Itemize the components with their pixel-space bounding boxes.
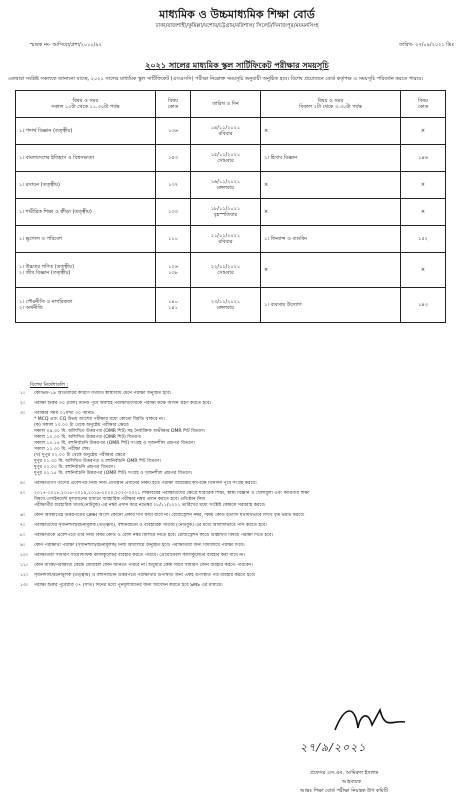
date-day-cell: [191, 288, 261, 323]
date-day-text: সোমবার: [217, 270, 234, 276]
title-text: ২০২১ সালের মাধ্যমিক স্কুল সার্টিফিকেট পরীক্ষার সময়সূচি: [145, 61, 329, 70]
subject-afternoon-text: ×: [264, 267, 269, 273]
note-line: পরীক্ষার্থীর ব্যবহারিক খাতা(নোটবুক) এর নম্বর প্রদান করে নভেম্বর ২৮/১১/২০২১ তারিখের মধ্যে সংশ্লিষ্ট কেন্দ্রকে সরবরাহ করবে।: [34, 503, 266, 508]
table-row: [16, 288, 446, 323]
signature-date: ২৭/৯/২০২১: [300, 741, 367, 754]
date-day-cell: [191, 118, 261, 145]
table-row: [16, 172, 446, 199]
code-morning-cell: [156, 226, 191, 253]
subject-afternoon-cell: [261, 118, 401, 145]
date-day-text: সোমবার: [217, 158, 234, 164]
date-day-cell: [191, 172, 261, 199]
code-morning-cell: [156, 288, 191, 323]
code-morning-cell: [156, 118, 191, 145]
note-line: কোন পরীক্ষার্থী পরীক্ষা (সৃজনশীল/রচনামূলক) নিজ বিদ্যালয়ে অনুষ্ঠিত হবে। পরীক্ষার্থীরা অন্য বিদ্যালয়ে পরীক্ষা দিবে।: [34, 543, 245, 548]
subject-morning-text: ২। অর্থনীতি: [19, 305, 43, 311]
subject-afternoon-cell: [261, 145, 401, 172]
subject-morning-text: ১। রসায়ন (তত্ত্বীয়): [19, 182, 60, 188]
subject-afternoon-text: ১। ফিন্যান্স ও ব্যাংকিং: [264, 236, 308, 242]
signature-scribble: [330, 700, 410, 740]
subject-morning-cell: [16, 253, 156, 288]
date-day-text: রবিবার: [218, 239, 233, 245]
note-number: ৩।: [20, 411, 25, 416]
subject-afternoon-text: ১। ব্যবসায় উদ্যোগ: [264, 302, 302, 308]
note-item: [20, 523, 460, 529]
date-day-text: ২২/১১/২০২১: [210, 264, 241, 270]
note-number: ১১।: [20, 563, 28, 568]
header-afternoon-time: বিকাল ২টা থেকে ৩.৩০টা পর্যন্ত: [299, 104, 362, 110]
code-morning-cell: [156, 145, 191, 172]
date-day-cell: [191, 253, 261, 288]
note-line: দুপুর ০১.৩০ মি. অলিখিত উত্তরপত্র ও বহুনির্বাচনি OMR শিট বিতরণ।: [34, 459, 162, 464]
note-number: ৯।: [20, 543, 25, 548]
note-number: ২।: [20, 401, 25, 406]
code-morning-cell: [156, 172, 191, 199]
note-number: ৪।: [20, 481, 25, 486]
code-afternoon-cell: [401, 288, 446, 323]
note-line: বিষয়ে এসাইনমেন্ট মূল্যায়নের মাধ্যমে ব্যবহারিক পরীক্ষার নম্বর প্রদান করতে হবে। প্রতিষ্ঠান নিজ: [34, 497, 206, 502]
note-line: * MCQ এবং CQ উভয় অংশের পরীক্ষার মধ্যে কোনো বিরতি থাকবে না।: [34, 417, 165, 422]
note-line: কোন অবস্থাতেই উত্তরপত্রের OMR অংশে কোনো প্রকার দাগ কাটা যাবে না। রেজিস্ট্রেশন নম্বর, বিষয় কোড ইত্যাদি যথাযথভাবে লিখে বৃত্ত ভরাট করবে।: [34, 513, 305, 518]
note-line: (খ) দুপুর ০২.০০ টা থেকে অনুষ্ঠেয় পরীক্ষার ক্ষেত্রে: [34, 453, 126, 458]
table-header-row: [16, 91, 446, 118]
note-item: [20, 583, 460, 589]
note-item: [20, 491, 460, 509]
note-line: (ক) সকাল ১০.০০ টা থেকে অনুষ্ঠেয় পরীক্ষার ক্ষেত্রে: [34, 423, 129, 428]
header-afternoon-label: বিষয় ও সময়: [317, 98, 344, 104]
date-day-text: ২১/১১/২০২১: [210, 233, 241, 239]
note-line: পরীক্ষার্থীদের সৃজনশীল/রচনামূলক (তত্ত্বীয়), বহুনির্বাচনি ও ব্যবহারিক খাতায় (নোটবুক) এর মধ্যে আলাদাভাবে পাস করতে হবে।: [34, 523, 267, 528]
subject-morning-cell: [16, 118, 156, 145]
code-afternoon-text: ×: [420, 182, 426, 188]
code-afternoon-text: ×: [420, 128, 426, 134]
subject-morning-text: ১। ভূগোল ও পরিবেশ: [19, 236, 62, 242]
code-afternoon-cell: [401, 199, 446, 226]
date-day-text: মঙ্গলবার: [217, 185, 234, 191]
header-code: বিষয় কোড: [156, 91, 191, 118]
note-number: ৬।: [20, 513, 25, 518]
date-day-cell: [191, 226, 261, 253]
table-row: [16, 253, 446, 288]
note-line: পরীক্ষার্থীগণ তাদের প্রবেশপত্র নিজ নিজ প্রতিষ্ঠান প্রধানের নিকট হতে পরীক্ষা আরম্ভের কমপক্ষে তিনদিন পূর্বে সংগ্রহ করবে।: [34, 481, 257, 486]
note-line: পরীক্ষা শুরুর পূর্বেরাত্র ০৭ (সাত) দিনের মধ্যে পুনর্মূল্যায়নের জন্য আবেদন করতে হবে SMS এর মাধ্যমে।: [34, 583, 223, 588]
date-day-text: ২৩/১১/২০২১: [210, 299, 241, 305]
schedule-table: [15, 90, 446, 323]
code-afternoon-cell: [401, 226, 446, 253]
code-morning-text: ১৩৩: [168, 209, 178, 215]
note-number: ১৩।: [20, 583, 28, 588]
subject-afternoon-text: ×: [264, 128, 269, 134]
note-line: ২০১৭-২০১৮,২০১৮-২০১৯,২০১৯-২০২০,২০২০-২০২১ শিক্ষাবর্ষের পরীক্ষার্থীদের ক্ষেত্রে শারীরিক শিক্ষা, স্বাস্থ্য বিজ্ঞান ও খেলাধুলা এবং কারিগরি শিক্ষা: [34, 491, 310, 496]
date-day-text: ১৪/১১/২০২১: [210, 125, 241, 131]
note-line: সৃজনশীল/রচনামূলক (তত্ত্বীয়) ও বহুনির্বাচনি উত্তরপত্রে পরীক্ষার্থীর উপস্থিতি জন্য একই উপস্থিতি পত্র ব্যবহার করতে হবে।: [34, 573, 256, 578]
note-line: কোভিড-১৯ অতিমারির কারণে যথাযথ স্বাস্থ্যবিধি মেনে পরীক্ষা অনুষ্ঠিত হবে।: [34, 391, 172, 396]
note-number: ১০।: [20, 553, 28, 558]
signatory-body: আন্তঃ শিক্ষা বোর্ড পরীক্ষা নিয়ন্ত্রক উপ কমিটি: [300, 788, 388, 794]
subject-morning-cell: [16, 145, 156, 172]
note-number: ৫।: [20, 491, 25, 496]
code-afternoon-cell: [401, 172, 446, 199]
note-line: কোন ব্যক্তি/পরীক্ষার্থী কেন্দ্রে মোবাইল ফোন আনতে পারবে না। শুধুমাত্র কেন্দ্র সচিব সাধারণ ফোন ব্যবহার করতে পারবেন।: [34, 563, 253, 568]
code-morning-text: ১১০: [168, 236, 178, 242]
code-afternoon-cell: [401, 118, 446, 145]
header-date-day: তারিখ ও দিন: [191, 91, 261, 118]
signatory-role: আহবায়ক: [342, 779, 362, 785]
subject-afternoon-text: ×: [264, 182, 269, 188]
note-line: পরীক্ষা শুরুর ৩০ (ত্রিশ) মিনিট পূর্বে অবশ্যই পরীক্ষার্থীদেরকে পরীক্ষা কক্ষে আসন গ্রহণ করতে হবে।: [34, 401, 212, 406]
subject-morning-cell: [16, 288, 156, 323]
header-morning-label: বিষয় ও সময়: [72, 98, 99, 104]
issue-date: তারিখ- ২৭/০৯/২০২১ খ্রিঃ: [399, 42, 454, 48]
note-line: সকাল ০৯.৩০ মি. অলিখিত উত্তরপত্র (OMR শিট) সহ নৈর্ব্যক্তিক অভীক্ষার OMR শিট বিতরণ।: [34, 429, 206, 434]
subject-morning-text: ১। পৌরনীতি ও নাগরিকতা: [19, 299, 73, 305]
note-line: সকাল ১১.৩০ মি. পরীক্ষা শেষ।: [34, 447, 91, 452]
subject-morning-text: ১। পদার্থ বিজ্ঞান (তত্ত্বীয়): [19, 128, 73, 134]
subject-afternoon-cell: [261, 199, 401, 226]
subject-afternoon-cell: [261, 253, 401, 288]
code-afternoon-text: ১৫২: [418, 236, 428, 242]
date-day-text: ১৬/১১/২০২১: [210, 179, 241, 185]
code-afternoon-text: ১৪৩: [418, 302, 428, 308]
note-line: দুপুর ০২.১৫ মি. বহুনির্বাচনি উত্তরপত্র (OMR শিট) সংগ্রহ ও সৃজনশীল প্রশ্নপত্র বিতরণ।: [34, 471, 193, 476]
note-item: [20, 411, 460, 477]
code-morning-text: ১৩৮: [168, 270, 178, 276]
code-morning-cell: [156, 253, 191, 288]
note-item: [20, 481, 460, 487]
subject-morning-cell: [16, 199, 156, 226]
date-day-text: ১৫/১১/২০২১: [210, 152, 241, 158]
code-morning-text: ১৫৩: [168, 155, 178, 161]
code-morning-text: ১৪০: [168, 299, 178, 305]
notes-heading: বিশেষ নির্দেশাবলি :: [30, 382, 69, 388]
date-day-cell: [191, 199, 261, 226]
note-number: ৮।: [20, 533, 25, 538]
code-afternoon-cell: [401, 145, 446, 172]
board-cities: ঢাকা/রাজশাহী/কুমিল্লা/যশোর/চট্টগ্রাম/বরিশাল/ সিলেট/দিনাজপুর/ময়মনসিংহ: [155, 23, 319, 29]
code-afternoon-text: ১৪৬: [418, 155, 428, 161]
note-item: [20, 553, 460, 559]
header-code-2: বিষয় কোড: [401, 91, 446, 118]
signatory-name: প্রফেসর এস.এম. আমিরুল ইসলাম: [310, 770, 379, 776]
header-morning: [16, 91, 156, 118]
header-morning-time: সকাল ১০টা থেকে ১১.৩০টা পর্যন্ত: [51, 104, 120, 110]
note-number: ১।: [20, 391, 25, 396]
date-day-cell: [191, 145, 261, 172]
board-name: মাধ্যমিক ও উচ্চমাধ্যমিক শিক্ষা বোর্ড: [159, 8, 315, 21]
subject-afternoon-text: ১। হিসাব বিজ্ঞান: [264, 155, 298, 161]
note-item: [20, 391, 460, 397]
note-item: [20, 573, 460, 579]
note-item: [20, 401, 460, 407]
intro-paragraph: এতদ্বারা সংশ্লিষ্ট সকলকে জানানো যাচ্ছে, ২০২১ সালের মাধ্যমিক স্কুল সার্টিফিকেট (এসএসসি) পরীক্ষা নিম্নোক্ত সময়সূচি অনুযায়ী অনুষ্ঠিত হবে। বিশেষ প্রয়োজনে বোর্ড কর্তৃপক্ষ এ সময়সূচি পরিবর্তন করতে পারবে।: [8, 76, 424, 82]
date-day-text: বৃহস্পতিবার: [213, 212, 238, 218]
table-row: [16, 145, 446, 172]
code-afternoon-cell: [401, 253, 446, 288]
date-day-text: রবিবার: [218, 131, 233, 137]
table-row: [16, 199, 446, 226]
code-afternoon-text: ×: [420, 267, 426, 273]
header-afternoon: [261, 91, 401, 118]
code-morning-text: ১৩৬: [168, 128, 178, 134]
code-morning-text: ১২৬: [168, 264, 178, 270]
note-line: পরীক্ষার্থীকে প্রবেশপত্রে তার নিজ বিষয় কোড ও রোল নম্বর মিলিয়ে নিতে হবে। রেজিস্ট্রেশন কার্ডে উল্লিখিত বিষয়ে পরীক্ষা দিতে হবে।: [34, 533, 274, 538]
subject-morning-text: ১। শারীরিক শিক্ষা ও ক্রীড়া (তত্ত্বীয়): [19, 209, 92, 215]
note-item: [20, 513, 460, 519]
note-line: পরীক্ষার্থীরা সাধারণ সায়েন্টিফিক ক্যালকুলেটর ব্যবহার করতে পারবে। প্রোগ্রামেবল ক্যালকুলেটর ব্যবহার করা যাবে না।: [34, 553, 246, 558]
memo-number: স্মারক নং- আসিবো/প্রশা/২০১০/৯২: [30, 42, 102, 48]
note-line: পরীক্ষার সময় ০১ঘন্টা ৩০ মিনিট।: [34, 411, 95, 416]
code-morning-text: ১৪১: [168, 305, 178, 311]
date-day-text: মঙ্গলবার: [217, 305, 234, 311]
note-line: দুপুর ০২.০০ মি. বহুনির্বাচনি প্রশ্নপত্র বিতরণ।: [34, 465, 116, 470]
subject-morning-text: ১। উচ্চতর গণিত (তত্ত্বীয়): [19, 264, 75, 270]
note-number: ১২।: [20, 573, 28, 578]
subject-morning-text: ১। বাংলাদেশের ইতিহাস ও বিশ্বসভ্যতা: [19, 155, 94, 161]
note-item: [20, 563, 460, 569]
table-row: [16, 226, 446, 253]
subject-morning-cell: [16, 226, 156, 253]
note-item: [20, 533, 460, 539]
subject-afternoon-cell: [261, 172, 401, 199]
code-morning-text: ১৩৭: [168, 182, 178, 188]
table-row: [16, 118, 446, 145]
subject-morning-cell: [16, 172, 156, 199]
note-line: সকাল ১০.০০ মি. অলিখিত উত্তরপত্র (OMR শিট) বিতরণ।: [34, 435, 142, 440]
note-number: ৭।: [20, 523, 25, 528]
page-title: [0, 61, 474, 71]
note-line: সকাল ১০.১৫ মি. বহুনির্বাচনি উত্তরপত্র (OMR শিট) সংগ্রহ ও সৃজনশীল প্রশ্নপত্র বিতরণ।: [34, 441, 196, 446]
subject-afternoon-cell: [261, 288, 401, 323]
date-day-text: ১৮/১১/২০২১: [210, 206, 241, 212]
note-item: [20, 543, 460, 549]
subject-morning-text: ২। জীব বিজ্ঞান (তত্ত্বীয়): [19, 270, 71, 276]
subject-afternoon-cell: [261, 226, 401, 253]
code-morning-cell: [156, 199, 191, 226]
subject-afternoon-text: ×: [264, 209, 269, 215]
code-afternoon-text: ×: [420, 209, 426, 215]
